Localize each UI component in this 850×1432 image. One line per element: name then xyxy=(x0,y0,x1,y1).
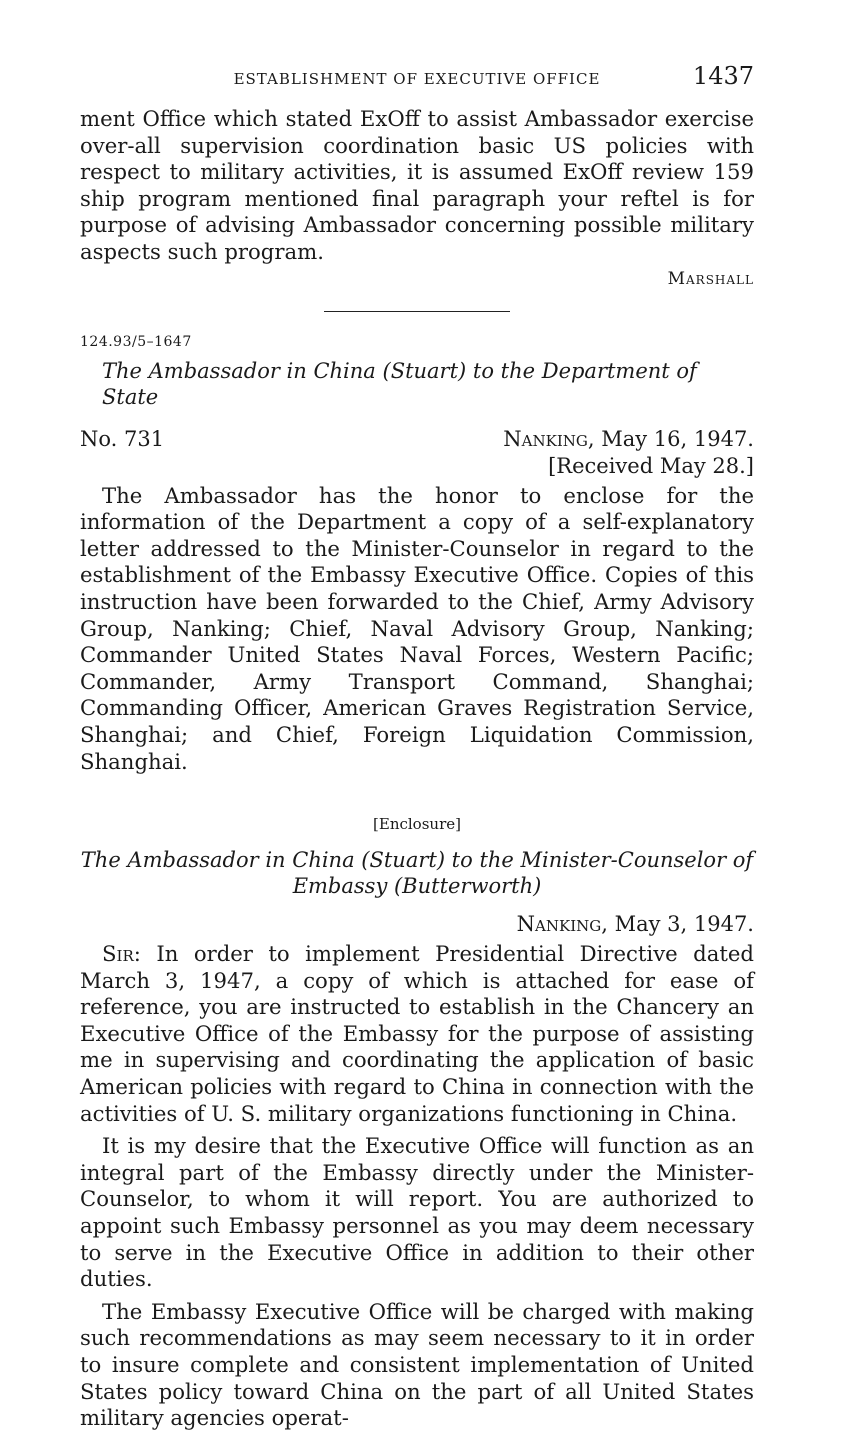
letter-paragraph-2: It is my desire that the Executive Office will function as an integral part of the Embassy directly under the Minister-Counselor, to whom it will report. You are authorized to appoint such Embassy personnel as you may deem necessary to serve in the Executive Office in addition to their other duties. xyxy=(80,1133,754,1292)
letter-paragraph-3: The Embassy Executive Office will be charged with making such recommendations as may seem necessary to it in order to insure complete and consistent implementation of United States policy toward China on the part of all United States military agencies operat- xyxy=(80,1298,754,1431)
salutation: Sir: xyxy=(102,941,141,967)
letter-paragraph-1 xyxy=(80,941,754,1127)
signature-marshall: Marshall xyxy=(667,268,754,289)
letter-paragraph-1-text: In order to implement Presidential Directive dated March 3, 1947, a copy of which is attached for ease of reference, you are instructed to establish in the Chancery an Executive Office of the Embassy for the purpose of assisting me in supervising and coordinating the application of basic American policies with regard to China in connection with the activities of U. S. military organizations functioning in China. xyxy=(80,941,754,1126)
despatch-number: No. 731 xyxy=(80,426,165,451)
document-page xyxy=(80,62,754,1432)
enclosure-dateline xyxy=(80,911,754,937)
enclosure-dateline-date: May 3, 1947. xyxy=(614,912,754,937)
running-head xyxy=(80,62,754,96)
enclosure-dateline-place: Nanking, xyxy=(516,912,608,937)
page-number: 1437 xyxy=(692,62,754,90)
received-date: [Received May 28.] xyxy=(548,453,754,478)
dateline-row xyxy=(80,426,754,453)
running-title: ESTABLISHMENT OF EXECUTIVE OFFICE xyxy=(233,70,601,88)
dateline-place: Nanking, xyxy=(503,426,595,451)
enclosure-heading-line1: The Ambassador in China (Stuart) to the Minister-Counselor of xyxy=(80,848,754,873)
dateline-date: May 16, 1947. xyxy=(601,426,754,451)
enclosure-label: [Enclosure] xyxy=(373,815,461,834)
continuation-paragraph: ment Office which stated ExOff to assist Ambassador exercise over-all supervision coordination basic US policies with respect to military activities, it is assumed ExOff review 159 ship program mentioned final paragraph your reftel is for purpose of advising Ambassador concerning possible military aspects such program. xyxy=(80,106,754,264)
file-number: 124.93/5–1647 xyxy=(80,333,192,350)
despatch-body: The Ambassador has the honor to enclose for the information of the Department a copy of a self-explanatory letter addressed to the Minister-Counselor in regard to the establishment of the Embassy Executive Office. Copies of this instruction have been forwarded to the Chief, Army Advisory Group, Nanking; Chief, Naval Advisory Group, Nanking; Commander United States Naval Forces, Western Pacific; Commander, Army Transport Command, Shanghai; Commanding Officer, American Graves Registration Service, Shanghai; and Chief, Foreign Liquidation Commission, Shanghai. xyxy=(80,482,754,774)
section-divider xyxy=(324,311,510,312)
document-heading: The Ambassador in China (Stuart) to the Department of State xyxy=(102,358,697,409)
dateline xyxy=(503,426,754,453)
enclosure-heading-line2: Embassy (Butterworth) xyxy=(292,874,542,899)
